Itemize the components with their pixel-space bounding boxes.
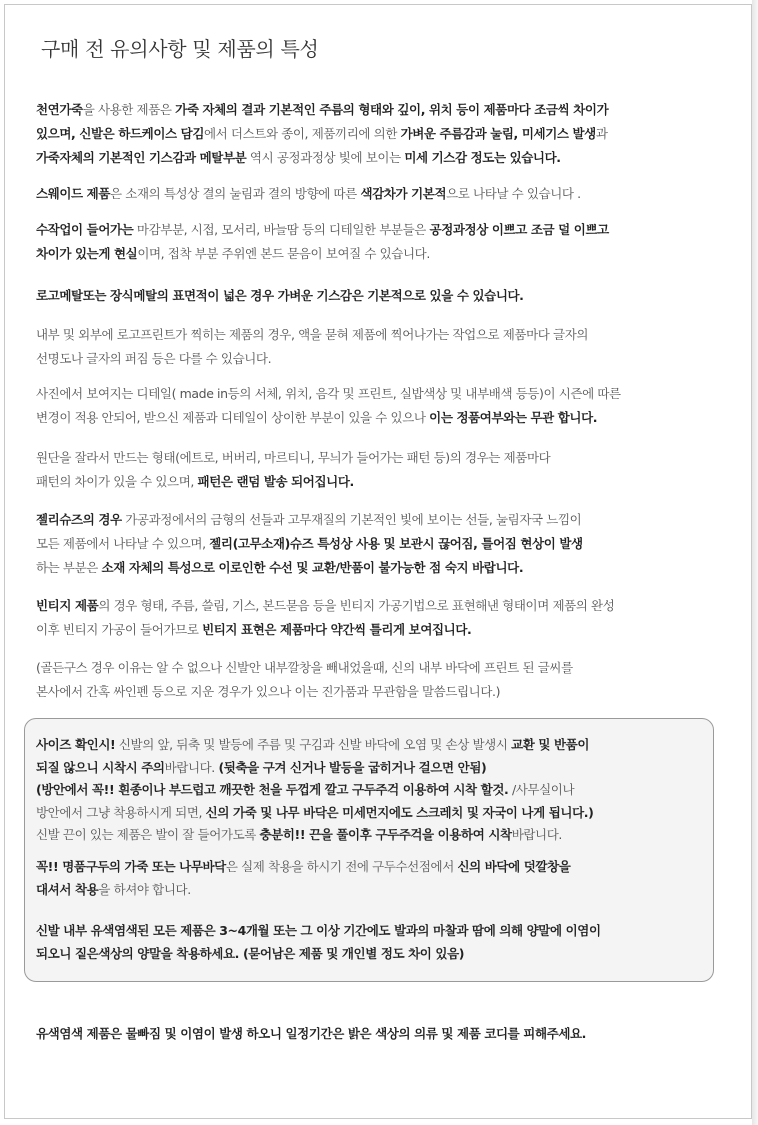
bold-text: 패턴은 랜덤 발송 되어집니다. [197,474,354,489]
text: 패턴의 차이가 있을 수 있으며, [36,474,198,489]
text: 과 [595,126,608,141]
notice-size-check [36,734,716,847]
paragraph-jelly [36,508,716,580]
bold-text: 빈티지 표현은 제품마다 약간씩 틀리게 보여집니다. [202,622,472,637]
text-line [36,734,716,757]
text-line [36,446,716,470]
scan-edge [752,0,758,1125]
text: 을 하셔야 합니다. [98,881,191,897]
text: 바랍니다. [164,759,219,775]
bold-text: 교환 및 반품이 [511,737,590,752]
text: (골든구스 경우 이유는 알 수 없으나 신발안 내부깔창을 빼내었을때, 신의 내부 바닥에 프린트 된 글씨를 [36,660,573,675]
text-line [36,218,716,242]
bold-text: 색감차가 기본적 [360,186,447,201]
bold-text: 수작업이 들어가는 [36,222,134,237]
text-line [36,879,716,902]
bold-text: 빈티지 제품 [36,598,99,613]
bold-text: 젤리슈즈의 경우 [36,512,122,527]
text-line [36,779,716,802]
text: 신발의 앞, 뒤축 및 발등에 주름 및 구김과 신발 바닥에 오염 및 손상 발생시 [115,737,512,752]
bold-text: 신의 가죽 및 나무 바닥은 미세먼지에도 스크레치 및 자국이 나게 됩니다.) [205,804,594,820]
bold-text: 신발 내부 유색염색된 모든 제품은 3~4개월 또는 그 이상 기간에도 발과의 마찰과 땀에 의해 양말에 이염이 [36,923,601,938]
paragraph-detail [36,382,716,430]
text-line [36,656,716,680]
text: 변경이 적용 안되어, 받으신 제품과 디테일이 상이한 부분이 있을 수 있으나 [36,410,430,425]
paragraph-metal [36,284,716,308]
bold-text: 이는 정품여부와는 무관 합니다. [429,410,598,425]
paragraph-logo-print [36,323,716,371]
text-line [36,943,716,966]
bold-text: 유색염색 제품은 물빠짐 및 이염이 발생 하오니 일정기간은 밝은 색상의 의류 및 제품 코디를 피해주세요. [36,1026,587,1041]
bold-text: 충분히!! 끈을 풀이후 구두주걱을 이용하여 시착 [259,827,512,842]
text: 신발 끈이 있는 제품은 발이 잘 들어가도록 [36,827,260,842]
bold-text: 되질 않으니 시착시 주의 [36,759,165,775]
text: 은 실제 착용을 하시기 전에 구두수선점에서 [225,859,458,874]
bold-text: 하드케이스 담김 [118,126,204,141]
bold-text: 있으며, 신발은 [36,126,119,141]
text: 이후 빈티지 가공이 들어가므로 [36,622,203,637]
paragraph-golden-goose [36,656,716,704]
text: 내부 및 외부에 로고프린트가 찍히는 제품의 경우, 액을 묻혀 제품에 찍어나가는 작업으로 제품마다 글자의 [36,327,589,342]
text-line [36,347,716,371]
text: 이며, 접착 부분 주위엔 본드 묻음이 보여질 수 있습니다. [137,246,430,261]
text: 선명도나 글자의 퍼짐 등은 다를 수 있습니다. [36,351,272,366]
paragraph-vintage [36,594,716,642]
text: 마감부분, 시접, 모서리, 바늘땀 등의 디테일한 부분들은 [133,222,430,237]
bold-text: 가죽 자체의 결과 기본적인 주름의 형태와 깊이, 위치 등이 제품마다 조금씩 차이가 [175,102,609,117]
text: 은 소재의 특성상 결의 눌림과 결의 방향에 따른 [110,186,361,201]
text-line [36,382,716,406]
bold-text: 젤리(고무소재)슈즈 특성상 사용 및 보관시 끊어짐, 틀어짐 현상이 발생 [209,536,583,551]
bold-text: (뒷축을 구겨 신거나 발등을 굽히거나 걸으면 안됨) [218,759,487,775]
text-line [36,757,716,780]
text-line [36,122,716,146]
text: 원단을 잘라서 만드는 형태(에트로, 버버리, 마르티니, 무늬가 들어가는 패턴 등)의 경우는 제품마다 [36,450,551,465]
bold-text: 로고메탈또는 장식메탈의 표면적이 넓은 경우 가벼운 기스감은 기본적으로 있을 수 있습니다. [36,288,524,303]
text: /사무실이나 [508,782,575,797]
footer-notice [36,1022,716,1046]
text: 모든 제품에서 나타날 수 있으며, [36,536,210,551]
paragraph-pattern [36,446,716,494]
bold-text: 소재 자체의 특성으로 이로인한 수선 및 교환/반품이 불가능한 점 숙지 바랍니다. [101,560,524,575]
text: 에서 더스트와 종이, 제품끼리에 의한 [204,126,401,141]
text-line [36,618,716,642]
text-line [36,920,716,943]
text-line [36,284,716,308]
text: 방안에서 그냥 착용하시게 되면, [36,804,206,820]
text: 하는 부분은 [36,560,102,575]
paragraph-leather [36,98,716,170]
text-line [36,406,716,430]
text: 가공과정에서의 금형의 선들과 고무재질의 기본적인 빛에 보이는 선들, 눌림자국 느낌이 [121,512,582,527]
bold-text: (방안에서 꼭!! 흰종이나 부드럽고 깨끗한 천을 두껍게 깔고 구두주걱 이용하여 시착 할것. [36,782,509,797]
bold-text: 가죽자체의 기본적인 기스감과 메탈부분 [36,150,247,165]
bold-text: 가벼운 주름감과 눌림, 미세기스 발생 [400,126,596,141]
text: 의 경우 형태, 주름, 쓸림, 기스, 본드묻음 등을 빈티지 가공기법으로 표현해낸 형태이며 제품의 완성 [98,598,615,613]
text-line [36,680,716,704]
bold-text: 미세 기스감 정도는 있습니다. [404,150,561,165]
paragraph-handwork [36,218,716,266]
text-line [36,242,716,266]
text-line [36,146,716,170]
text-line [36,556,716,580]
bold-text: 차이가 있는게 현실 [36,246,138,261]
bold-text: 되오니 짙은색상의 양말을 착용하세요. (묻어남은 제품 및 개인별 정도 차이 있음) [36,945,465,961]
bold-text: 스웨이드 제품 [36,186,111,201]
text-line [36,323,716,347]
text: 을 사용한 제품은 [82,102,176,117]
text-line [36,532,716,556]
text-line [36,824,716,847]
text: 역시 공정과정상 빛에 보이는 [246,150,405,165]
bold-text: 천연가죽 [36,102,83,117]
bold-text: 대셔서 착용 [36,881,99,897]
bold-text: 꼭!! 명품구두의 가죽 또는 나무바닥 [36,859,226,874]
text-line [36,470,716,494]
text-line [36,508,716,532]
paragraph-suede [36,182,716,206]
text-line [36,1022,716,1046]
text-line [36,802,716,825]
text: 사진에서 보여지는 디테일( made in등의 서체, 위치, 음각 및 프린트, 실밥색상 및 내부배색 등등)이 시즌에 따른 [36,386,621,401]
text: 으로 나타날 수 있습니다 . [446,186,581,201]
text-line [36,182,716,206]
text-line [36,98,716,122]
bold-text: 공정과정상 이쁘고 조금 덜 이쁘고 [429,222,609,237]
text-line [36,856,716,879]
text: 바랍니다. [511,827,562,842]
page-title: 구매 전 유의사항 및 제품의 특성 [41,37,319,61]
bold-text: 신의 바닥에 덧깔창을 [457,859,571,874]
notice-dye-transfer [36,920,716,965]
notice-sole-insole [36,856,716,901]
text: 본사에서 간혹 싸인펜 등으로 지운 경우가 있으나 이는 진가품과 무관함을 말씀드립니다.) [36,684,501,699]
bold-text: 사이즈 확인시! [36,737,116,752]
text-line [36,594,716,618]
